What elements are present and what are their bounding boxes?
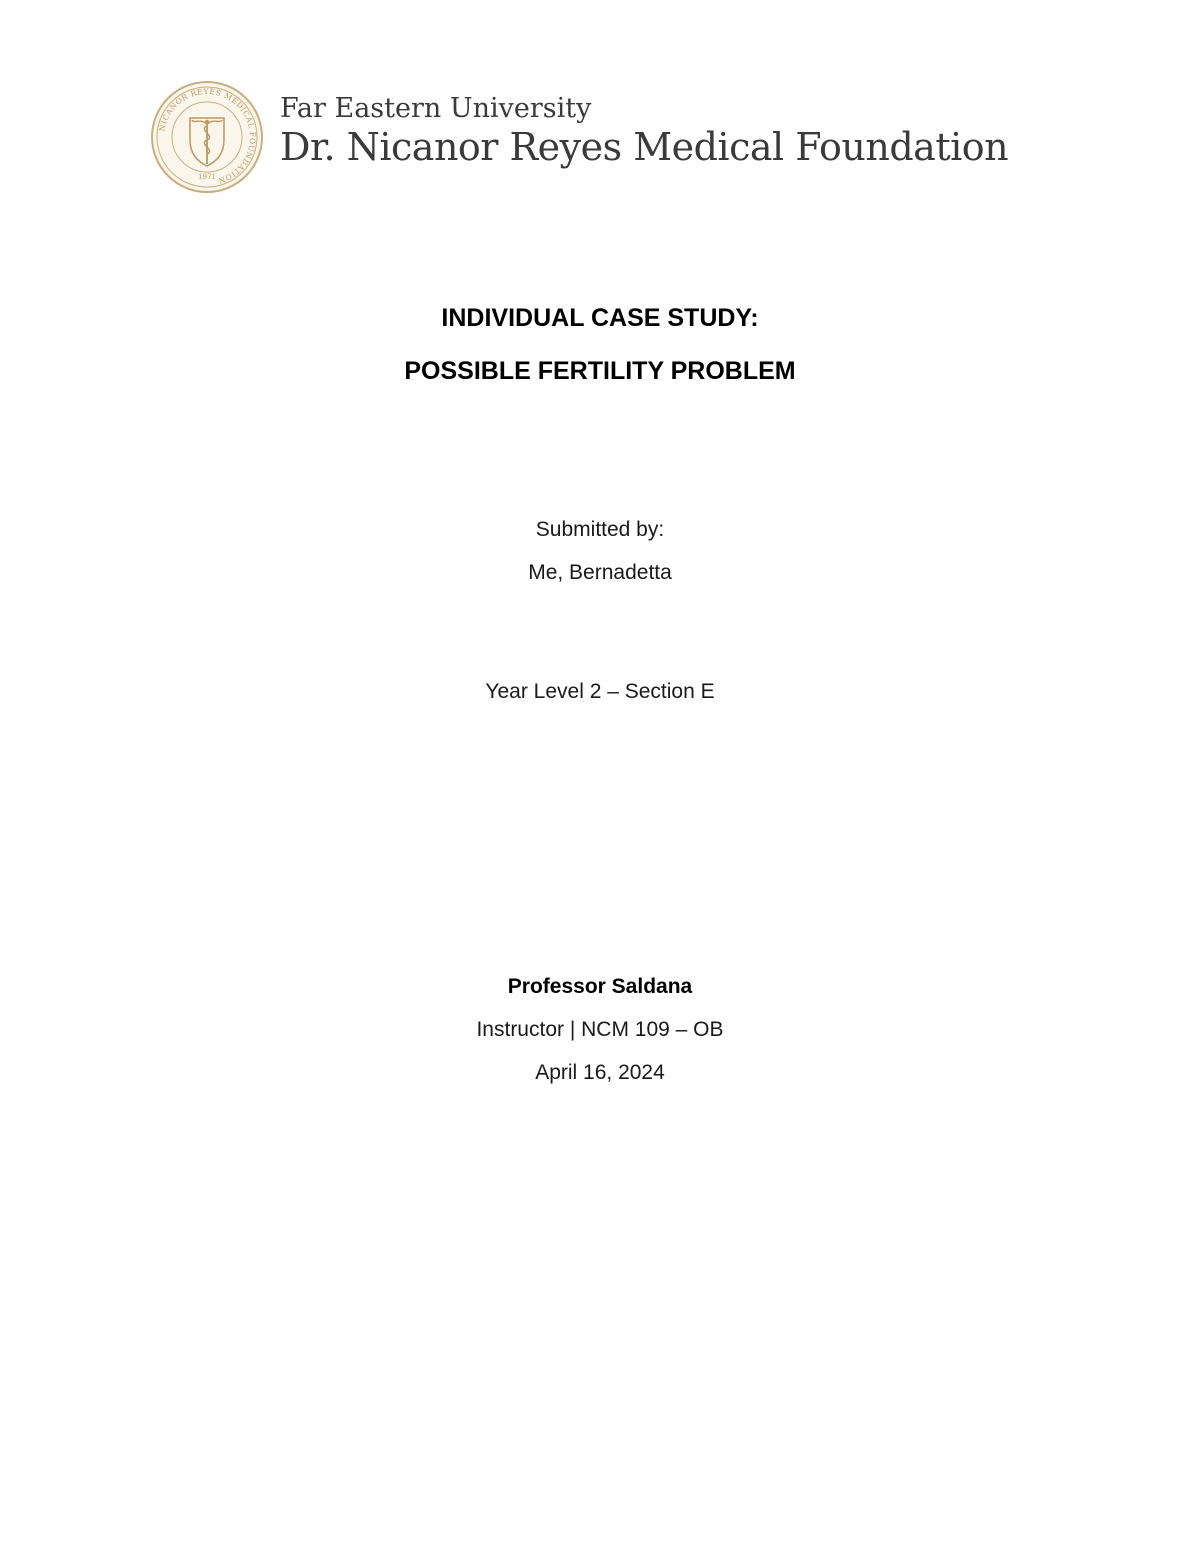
- svg-text:1971: 1971: [198, 173, 216, 181]
- letterhead: [150, 80, 1080, 200]
- submitted-by-label: Submitted by:: [535, 518, 665, 541]
- submission-date: April 16, 2024: [535, 1061, 665, 1084]
- title-line-2: POSSIBLE FERTILITY PROBLEM: [404, 357, 796, 385]
- university-seal-icon: [150, 80, 264, 194]
- year-section: Year Level 2 – Section E: [485, 680, 715, 703]
- instructor-name: Professor Saldana: [507, 975, 693, 998]
- svg-text:NICANOR REYES MEDICAL FOUNDATI: NICANOR REYES MEDICAL FOUNDATION: [157, 86, 258, 186]
- foundation-name: Dr. Nicanor Reyes Medical Foundation: [280, 125, 1009, 169]
- instructor-role: Instructor | NCM 109 – OB: [476, 1018, 724, 1041]
- university-name: Far Eastern University: [280, 93, 592, 124]
- letterhead-text: [280, 94, 1080, 170]
- student-name: Me, Bernadetta: [528, 561, 672, 584]
- title-line-1: INDIVIDUAL CASE STUDY:: [441, 304, 759, 332]
